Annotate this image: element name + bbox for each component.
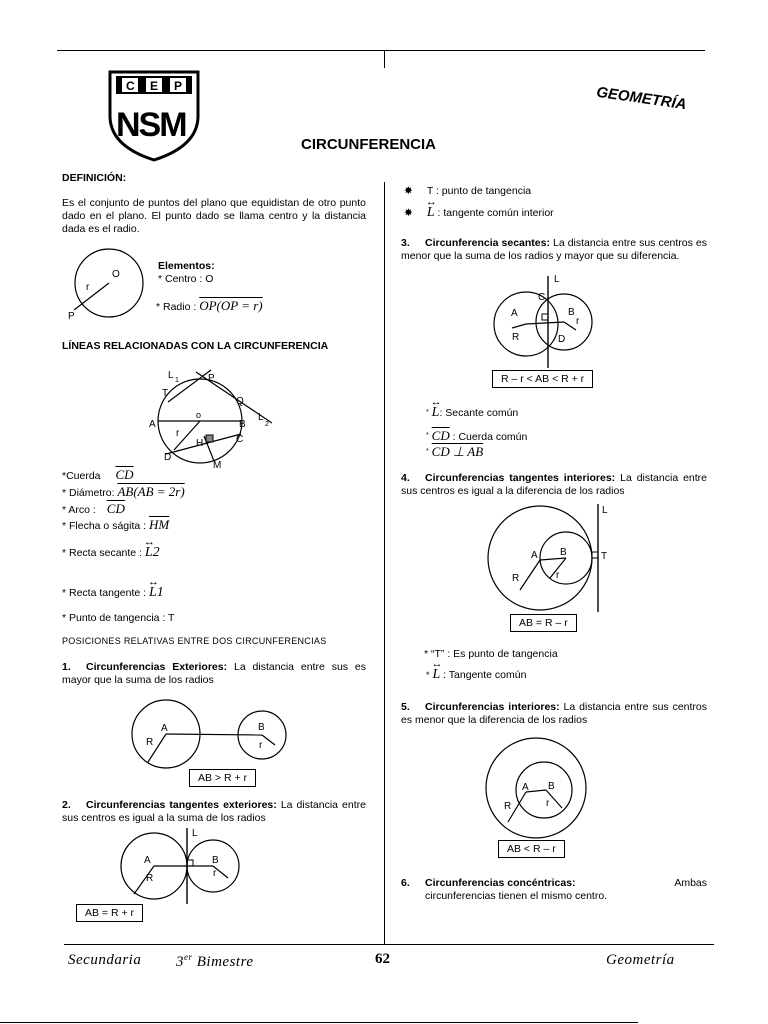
fig-L1: L — [168, 370, 174, 381]
pos3-note-cuerda: * $\overline{CD}$ : Cuerda común — [426, 428, 528, 443]
pos1-formula: AB > R + r — [189, 769, 256, 787]
fig-D: D — [164, 452, 172, 463]
svg-text:R: R — [146, 873, 154, 884]
footer-rule — [64, 944, 714, 945]
line-item-flecha: * Flecha o ságita : $\overline{HM}$ — [62, 517, 170, 532]
fig-L1-sub: 1 — [175, 377, 179, 384]
svg-text:B: B — [212, 855, 219, 866]
logo-letter-p: P — [174, 79, 183, 93]
svg-text:r: r — [213, 868, 217, 879]
footer-page-number: 62 — [375, 951, 390, 967]
fig-L2-sub: 2 — [265, 421, 269, 428]
svg-text:r: r — [259, 740, 263, 751]
svg-text:r: r — [576, 316, 580, 327]
fig-P: P — [208, 373, 215, 384]
lines-heading: LÍNEAS RELACIONADAS CON LA CIRCUNFERENCIA — [62, 340, 329, 352]
bottom-rule — [0, 1022, 638, 1023]
svg-text:A: A — [511, 308, 518, 319]
pos4-formula: AB = R – r — [510, 614, 577, 632]
footer-bimestre: 3er Bimestre — [176, 952, 254, 970]
fig-def-o: O — [112, 269, 120, 280]
lines-figure — [146, 366, 276, 476]
line-item-tangente: * Recta tangente : ↔ L1 — [62, 586, 164, 600]
svg-text:A: A — [144, 855, 151, 866]
pos6-text-start: Ambas — [674, 877, 707, 889]
definition-figure — [62, 246, 157, 321]
t-note-2: ✸ ↔ L : tangente común interior — [404, 206, 554, 220]
fig-T: T — [162, 388, 169, 399]
svg-text:L: L — [554, 274, 560, 285]
svg-text:R: R — [512, 332, 520, 343]
logo-letter-e: E — [150, 79, 159, 93]
svg-text:r: r — [546, 798, 550, 809]
pos2-figure — [118, 826, 242, 906]
fig-M: M — [213, 460, 222, 471]
svg-text:A: A — [161, 723, 168, 734]
logo-letter-c: C — [126, 79, 135, 93]
svg-text:B: B — [548, 781, 555, 792]
fig-def-p: P — [68, 311, 75, 322]
element-radius-label: * Radio : — [156, 301, 197, 313]
line-item-punto: * Punto de tangencia : T — [62, 612, 175, 624]
pos3-note-secante: * ↔ L: Secante común — [426, 406, 518, 420]
pos2-formula: AB = R + r — [76, 904, 143, 922]
fig-r: r — [176, 428, 180, 439]
footer-secundaria: Secundaria — [68, 952, 142, 968]
pos3-figure — [486, 274, 596, 370]
top-rule — [57, 50, 705, 51]
pos3-formula: R – r < AB < R + r — [492, 370, 593, 388]
pos3-text: 3. Circunferencia secantes: La distancia entre sus centros es menor que la suma de los radios y mayor que su diferencia. — [401, 237, 707, 262]
svg-text:T: T — [601, 551, 608, 562]
line-item-diametro: * Diámetro: AB(AB = 2r) — [62, 484, 185, 499]
element-radius — [156, 299, 263, 314]
fig-def-r: r — [86, 282, 90, 293]
svg-text:B: B — [560, 547, 567, 558]
fig-B: B — [239, 419, 246, 430]
pos4-note-tangente: * ↔ L : Tangente común — [426, 668, 526, 682]
t-note-1: ✸ T : punto de tangencia — [404, 185, 532, 197]
page-title: CIRCUNFERENCIA — [301, 136, 436, 153]
column-divider — [384, 182, 385, 944]
line-item-secante: * Recta secante : ↔ L2 — [62, 546, 160, 560]
fig-H: H — [196, 438, 204, 449]
subject-logo: GEOMETRÍA — [595, 83, 688, 114]
svg-text:L: L — [602, 505, 608, 516]
definition-heading: DEFINICIÓN: — [62, 172, 127, 184]
fig-o: o — [196, 410, 202, 420]
top-center-tick — [384, 50, 385, 68]
element-center: * Centro : O — [158, 273, 214, 285]
pos5-figure — [484, 736, 590, 840]
pos4-note-t: * “T” : Es punto de tangencia — [424, 648, 558, 660]
svg-text:B: B — [258, 722, 265, 733]
element-radius-expr: OP(OP = r) — [199, 298, 263, 313]
line-item-cuerda: *Cuerda $\overline{CD}$ — [62, 467, 134, 482]
positions-heading: POSICIONES RELATIVAS ENTRE DOS CIRCUNFERENCIAS — [62, 636, 327, 646]
pos5-formula: AB < R – r — [498, 840, 565, 858]
svg-text:r: r — [556, 570, 560, 581]
footer-geometria: Geometría — [606, 952, 675, 968]
logo-nsm: NSM — [116, 106, 186, 144]
svg-text:C: C — [538, 292, 546, 303]
pos4-text: 4. Circunferencias tangentes interiores: La distancia entre sus centros es igual a la diferencia de los radios — [401, 472, 708, 497]
svg-text:R: R — [504, 801, 512, 812]
svg-text:A: A — [531, 550, 538, 561]
svg-text:B: B — [568, 307, 575, 318]
pos6-text: 6. Circunferencias concéntricas: Ambas circunferencias tienen el mismo centro. — [401, 877, 707, 902]
svg-text:R: R — [512, 573, 520, 584]
pos4-figure — [488, 502, 618, 614]
pos3-note-perp: * CD ⊥ AB — [426, 444, 484, 459]
fig-L2: L — [258, 412, 264, 423]
svg-text:R: R — [146, 737, 154, 748]
svg-text:D: D — [558, 334, 566, 345]
pos1-figure — [130, 698, 290, 770]
pos5-text: 5. Circunferencias interiores: La distancia entre sus centros es menor que la diferencia de los radios — [401, 701, 707, 726]
elements-heading: Elementos: — [158, 260, 215, 272]
fig-A: A — [149, 419, 156, 430]
fig-C: C — [236, 434, 244, 445]
definition-body: Es el conjunto de puntos del plano que equidistan de otro punto dado en el plano. El punto dado se llama centro y la distancia dada es el radio. — [62, 197, 366, 235]
pos2-text: 2. Circunferencias tangentes exteriores: La distancia entre sus centros es igual a la suma de los radios — [62, 799, 366, 824]
fig-Q: Q — [236, 396, 244, 407]
line-item-arco: * Arco : $\overline{CD}$ — [62, 501, 125, 516]
pos6-title: Circunferencias concéntricas: — [425, 877, 576, 889]
svg-text:A: A — [522, 782, 529, 793]
school-logo — [106, 66, 202, 162]
pos1-text: 1. Circunferencias Exteriores: La distancia entre sus es mayor que la suma de los radios — [62, 661, 366, 686]
svg-text:L: L — [192, 828, 198, 839]
